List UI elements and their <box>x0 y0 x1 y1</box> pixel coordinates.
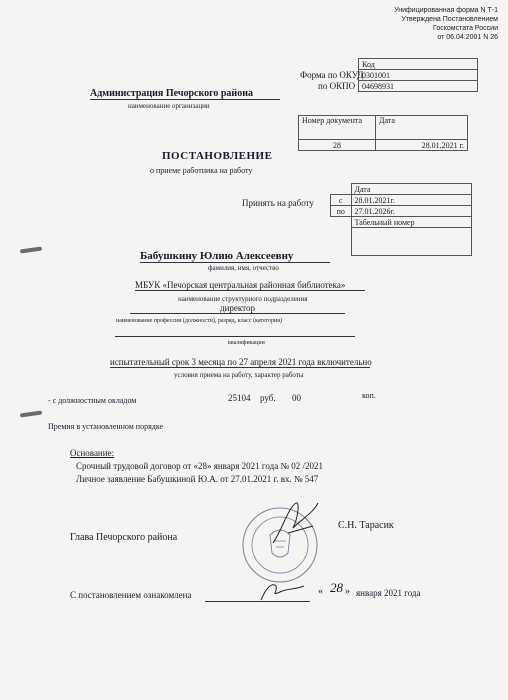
document-title: ПОСТАНОВЛЕНИЕ <box>162 150 273 162</box>
salary-rub-value: 25104 <box>228 393 251 403</box>
form-header-line1: Унифицированная форма N Т-1 <box>394 7 498 14</box>
acquaint-day: 28 <box>330 580 343 595</box>
conditions-text: испытательный срок 3 месяца по 27 апреля 2021 года включительно <box>110 357 372 367</box>
hire-date-header: Дата <box>351 184 472 195</box>
doc-number-value: 28 <box>299 140 376 151</box>
conditions-caption: условия приема на работу, характер работы <box>174 371 304 379</box>
hire-label: Принять на работу <box>242 198 314 208</box>
tab-number-value <box>351 228 472 256</box>
document-subtitle: о приеме работника на работу <box>150 166 253 175</box>
doc-date-value: 28.01.2021 г. <box>376 140 468 151</box>
organization-name: Администрация Печорского района <box>90 88 280 100</box>
doc-number-header: Номер документа <box>299 116 376 140</box>
form-header-line3: Госкомстата России <box>433 25 498 32</box>
bonus-text: Премия в установленном порядке <box>48 422 164 431</box>
employee-caption: фамилия, имя, отчество <box>208 264 279 272</box>
acquaint-month-year: января 2021 года <box>356 588 421 598</box>
hire-to-label: по <box>331 206 352 217</box>
head-signature-icon <box>268 498 328 548</box>
kod-header: Код <box>359 59 478 70</box>
basis-line1: Срочный трудовой договор от «28» января 2021 года № 02 /2021 <box>76 461 324 471</box>
salary-rub-label: руб. <box>260 393 276 403</box>
salary-label: - с должностным окладом <box>48 396 137 405</box>
form-header <box>394 6 498 42</box>
hire-to-value: 27.01.2026г. <box>351 206 472 217</box>
okud-label: Форма по ОКУД <box>300 70 364 80</box>
signatory-name: С.Н. Тарасик <box>338 520 394 531</box>
qualification-caption: квалификации <box>228 340 265 346</box>
form-header-line2: Утверждена Постановлением <box>401 16 498 23</box>
basis-line2: Личное заявление Бабушкиной Ю.А. от 27.01.2021 г. вх. № 547 <box>76 474 319 484</box>
form-header-line4: от 06.04.2001 N 26 <box>437 34 498 41</box>
punch-hole-bottom <box>20 410 42 417</box>
okud-value: 0301001 <box>359 70 478 81</box>
doc-date-header: Дата <box>376 116 468 140</box>
punch-hole-top <box>20 246 42 253</box>
salary-kop-value: 00 <box>292 393 301 403</box>
okpo-label: по ОКПО <box>318 81 356 91</box>
employee-name: Бабушкину Юлию Алексеевну <box>140 250 330 263</box>
department-name: МБУК «Печорская центральная районная библиотека» <box>135 280 365 291</box>
position-caption: наименование профессии (должности), разряд, класс (категория) <box>116 318 283 324</box>
doc-number-table <box>298 115 468 151</box>
tab-number-header: Табельный номер <box>351 217 472 228</box>
basis-label: Основание: <box>70 448 115 458</box>
hire-date-table <box>330 183 472 256</box>
acquaint-day-close: » <box>345 586 350 597</box>
acquaint-day-open: « <box>318 586 323 597</box>
acquaint-label: С постановлением ознакомлена <box>70 590 192 600</box>
salary-kop-label: коп. <box>362 391 376 400</box>
organization-caption: наименование организации <box>128 102 210 110</box>
hire-from-label: с <box>331 195 352 206</box>
employee-signature-icon <box>258 578 308 604</box>
okpo-value: 04698931 <box>359 81 478 92</box>
hire-from-value: 28.01.2021г. <box>351 195 472 206</box>
position-name: директор <box>130 303 345 314</box>
position-line2 <box>115 335 355 337</box>
codes-table <box>358 58 478 92</box>
department-caption: наименование структурного подразделения <box>178 295 308 303</box>
signatory-title: Глава Печорского района <box>70 532 178 543</box>
